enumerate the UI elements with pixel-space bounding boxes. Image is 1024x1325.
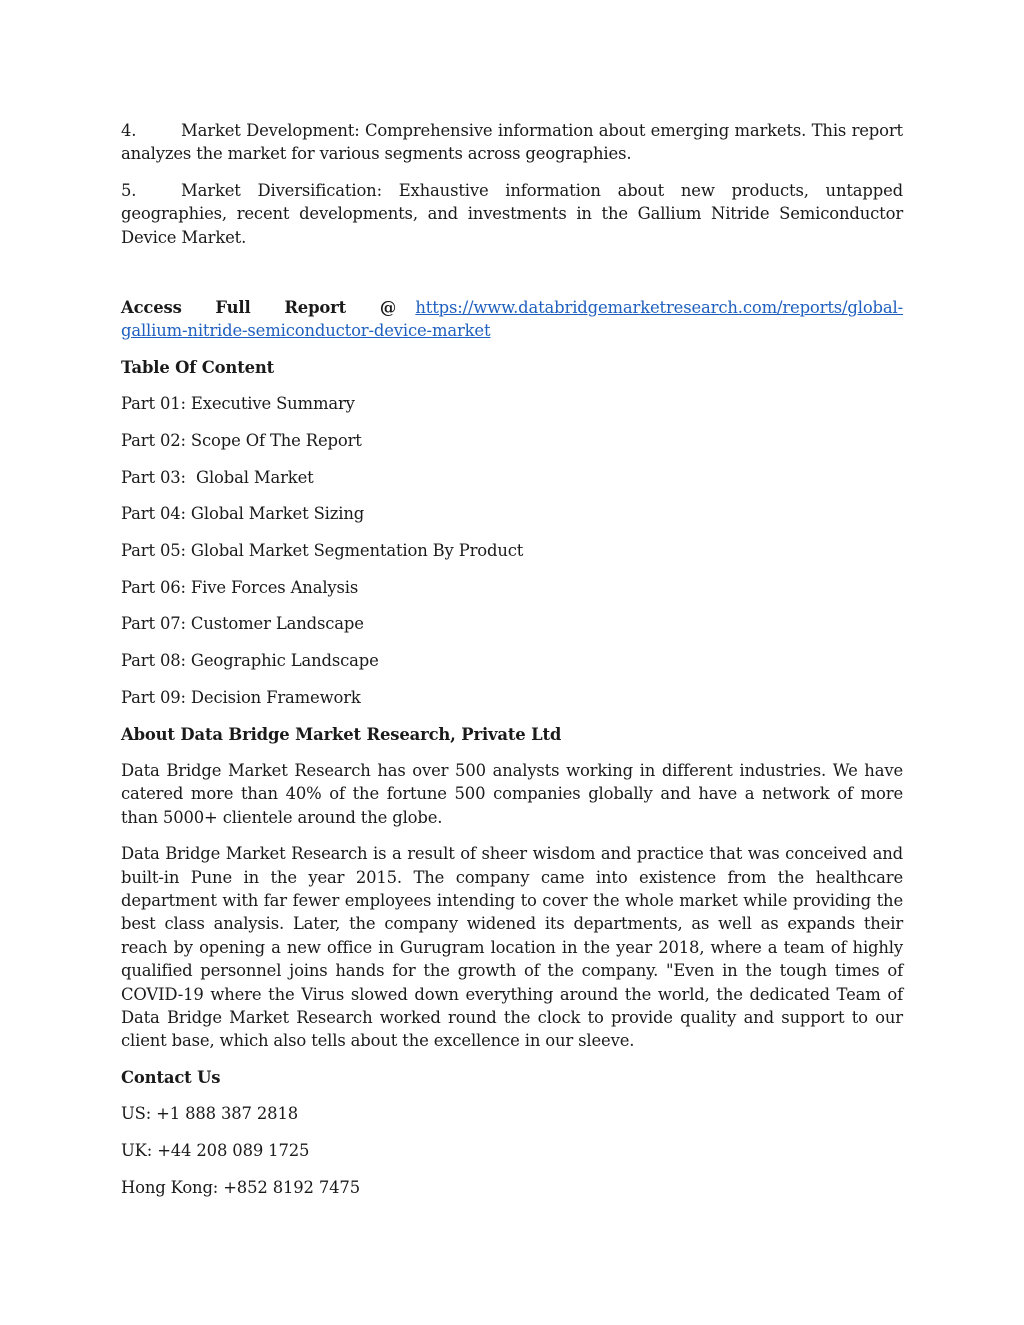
point-text: Market Diversification: Exhaustive information about new products, untapped geographies, recent developments, and investments in the Gallium Nitride Semiconductor Device Market. — [121, 180, 903, 247]
toc-item: Part 03: Global Market — [121, 467, 314, 487]
toc-title: Table Of Content — [121, 357, 275, 377]
toc-item: Part 07: Customer Landscape — [121, 614, 364, 634]
access-label: Access Full Report @ — [121, 298, 397, 318]
about-paragraph: Data Bridge Market Research has over 500 analysts working in different industries. We have catered more than 40% of the fortune 500 companies globally and have a network of more than 5000+ clientele around the globe. — [121, 760, 903, 827]
toc-item: Part 09: Decision Framework — [121, 687, 361, 707]
access-full-report — [121, 296, 903, 343]
report-link[interactable]: https://www.databridgemarketresearch.com/reports/global-gallium-nitride-semiconductor-device-market — [121, 298, 903, 341]
about-title: About Data Bridge Market Research, Private Ltd — [121, 724, 562, 744]
toc-item: Part 06: Five Forces Analysis — [121, 577, 359, 597]
document-page — [121, 119, 903, 1212]
toc-item: Part 05: Global Market Segmentation By Product — [121, 541, 524, 561]
contact-hk-phone: Hong Kong: +852 8192 7475 — [121, 1177, 360, 1197]
toc-item: Part 02: Scope Of The Report — [121, 430, 362, 450]
contact-title: Contact Us — [121, 1067, 221, 1087]
toc-item: Part 01: Executive Summary — [121, 394, 355, 414]
point-text: Market Development: Comprehensive information about emerging markets. This report analyzes the market for various segments across geographies. — [121, 121, 903, 164]
about-paragraph: Data Bridge Market Research is a result of sheer wisdom and practice that was conceived and built-in Pune in the year 2015. The company came into existence from the healthcare department with far fewer employees intending to cover the whole market while providing the best class analysis. Later, the company widened its departments, as well as expands their reach by opening a new office in Gurugram location in the year 2018, where a team of highly qualified personnel joins hands for the growth of the company. "Even in the tough times of COVID-19 where the Virus slowed down everything around the world, the dedicated Team of Data Bridge Market Research worked round the clock to provide quality and support to our client base, which also tells about the excellence in our sleeve. — [121, 844, 903, 1051]
point-number: 4. — [121, 121, 137, 140]
contact-us-phone: US: +1 888 387 2818 — [121, 1104, 298, 1124]
toc-item: Part 04: Global Market Sizing — [121, 504, 365, 524]
toc-item: Part 08: Geographic Landscape — [121, 651, 379, 671]
point-number: 5. — [121, 180, 137, 200]
contact-list — [121, 1102, 903, 1199]
contact-uk-phone: UK: +44 208 089 1725 — [121, 1140, 310, 1160]
point-5 — [121, 179, 903, 249]
point-4 — [121, 119, 903, 166]
toc-list — [121, 392, 903, 709]
